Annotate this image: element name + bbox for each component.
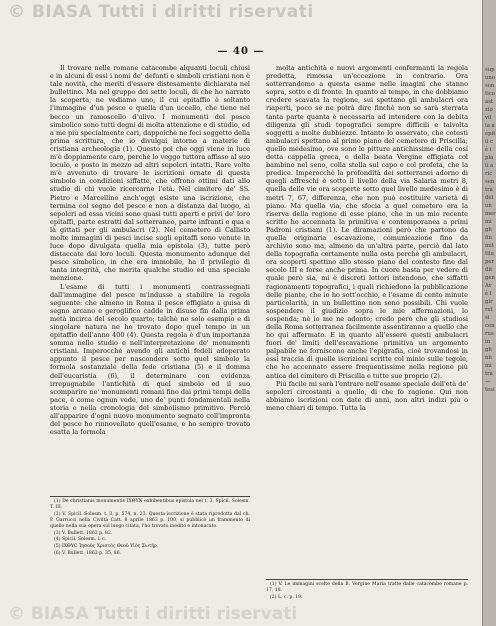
right-footnotes xyxy=(266,579,468,601)
facing-page-fragment: uno xyxy=(485,75,496,81)
facing-page-fragment: mi xyxy=(485,219,492,225)
watermark-top: © BIASA Tutti i diritti riservati xyxy=(8,2,314,22)
left-footnotes xyxy=(50,496,250,557)
facing-page-fragment: ret xyxy=(485,307,493,313)
facing-page-fragment: epit xyxy=(485,131,496,137)
facing-page-fragment: tra xyxy=(485,187,493,193)
left-column xyxy=(50,64,250,556)
facing-page-fragment: ast xyxy=(485,99,494,105)
facing-page-fragment: tico xyxy=(485,91,495,97)
left-paragraph-2: L'esame di tutti i monumenti contrassegnati dall'immagine del pesce m'indusse a stabilire la regola seguente: che almeno in Roma il pesce effigiato a guisa di segno arcano e geroglifico cadde in disuso fin dalla prima metà incirca del secolo quarto; talchè ne solo esempio e di singolare natura ne ho trovato dopo quel tempo in un epitaffio dell'anno 400 (4). Questa regola è d'un importanza somma nello studio e nell'interpretazione de' monumenti cristiani. Imperocchè avendo gli antichi fedeli adoperato appunto il pesce per nascondere sotto quel simbolo la formola sostanziale della fede cristiana (5) e il domma dell'eucaristia (6), il determinare con evidenza irrepugnabile l'antichità di quel simbolo ed il suo scomparire ne' monumenti romani fino dai primi tempi della pace, è come ognun vede, uno de' punti fondamentali nella storia e nella cronologia del simbolismo primitivo. Perciò all'apparire d'ogni nuovo monumento segnato coll'impronta del pesce ho rinnovellato quell'esame, e ho sempre trovato esatta la formola xyxy=(50,282,250,437)
facing-page-fragment: pla xyxy=(485,155,494,161)
facing-page-fragment: gen xyxy=(485,275,495,281)
facing-page-fragment: tra xyxy=(485,371,493,377)
facing-page-fragment: — xyxy=(485,379,491,385)
facing-page-fragment: in xyxy=(485,339,491,345)
facing-page-fragment: il c xyxy=(485,139,494,145)
facing-page-fragment: è i xyxy=(485,147,492,153)
facing-page-fragment: la a xyxy=(485,123,495,129)
facing-page-fragment: zio xyxy=(485,107,493,113)
facing-page-fragment: un xyxy=(485,203,492,209)
facing-page-fragment: nii xyxy=(485,355,492,361)
facing-page-fragment: Av xyxy=(485,283,492,289)
facing-page-fragment: è l xyxy=(485,291,492,297)
facing-page-fragment: ric xyxy=(485,171,493,177)
footnote-right-1: (1) V. Le immagini scelte della B. Vergine Maria tratte dalle catacombe romane p. 17, 18. xyxy=(266,582,468,594)
page-number: — 40 — xyxy=(217,46,265,57)
facing-page-fragment: del xyxy=(485,195,494,201)
facing-page-fragment: si xyxy=(485,315,490,321)
footnote-left-5: (5) ΙΧΘΥC Ἰησοῦς Χριστὸς Θεοῦ Υἱὸς Σωτήρ. xyxy=(54,543,159,549)
facing-page-fragment: dit xyxy=(485,267,493,273)
facing-page-fragment: per xyxy=(485,259,495,265)
footnote-left-1: (1) De christianis monumentis ΙΧΘΥΝ exhibentibus epistola nel t. 3. Spicil. Solesm. T. III. xyxy=(50,499,250,511)
right-paragraph-2: Più facile mi sarà l'entrare nell'esame speciale dell'età de' sepolcri circostanti a quello, di che fo ragione. Qui non abbiamo iscrizioni con date di anni, non altri indizi più o meno chiari di tempo. Tutta la xyxy=(266,379,468,412)
facing-page-edge xyxy=(482,0,496,626)
right-paragraph-1: molta antichità e nuovi argomenti confermanti la regola predetta, rimossa un'eccezione in contrario. Ora sotterrandomo a questa esame nelle imagini che stanno sopra, sotto e di fronte. In quanto al tempo, in che dobbiamo credere scavata la regione, sui spettano gli ambulacri ora riaperti, poco se ne potrà dire finchè non se sarà sterrata tanta parte quanta è necessaria ad intendere con la debita diligenza gli studi topografici sempre difficili e talvolta soggetti a molte dubbiezze. Intanto lo osservato, che cotesti ambulacri spettano al primo piano del cemetero di Priscilla; quello medesimo, ove sono le pitture antichissime della cosí detta cappella greca, e della beata Vergine effigiata col bambino nel seno, colla stella sul capo e col profeta, che la predice. Imperocchè la profondità dei sotterranei adorno di quegli affreschi è sotto il livello della via Salaria metri 8, quella delle vie ora scoperte sotto quel livello medesimo è di metri 7, 67, differenza, che non può costituire varietà di piano. Ma quella via, che sfocia a quel cemetero era la riserva della regione di esse piano, che in un mio recente scritto ho accennata la primitiva e contemporanea a primi Padroni cristiani (1). Le diramazioni però che partono da quella originaria escavazione, comunicazione fino da archivio sono ma, almeno da un'altra parte, perciò dal lato della topografia certamente nulla osta perchè gli ambulacri, ora scoperti spettino allo stesso piano del contesto fine dal secolo III e forse anche prima. In cuore basta per vedere di quale però sia, mi è discreti lettori intendono, che siffatti ragionamenti topografici, i quali richiedono la pubblicazione delle piante, che io ho sott'occhio, e l'esame di cento minute particolarità, in un bullettino non sono possibili. Chi vuole sospendere il giudizio sopra le mie affermazioni, lo sospenda; nè io me ne adonto; credo però che gli studiosi della Roma sotterranea facilmente assentiranno a quello che ho qui affermato. E in quanto all'essere questi ambulacri fuori de' limiti dell'escavazione primitiva un argomento palpabile ne forniscono anche l'epigrafia, cioè trovandosi in essi traccia di quelle iscrizioni scritte col minio sulle tegole, che ho accennato essere frequentissime nella regione più antica del cimitero di Priscilla e tutte sue proprie (2). xyxy=(266,64,468,380)
footnote-right-2: (2) L. c. p. 19. xyxy=(270,594,303,600)
facing-page-fragment: lì a xyxy=(485,163,494,169)
facing-page-fragment: sen xyxy=(485,179,495,185)
facing-page-fragment: sup xyxy=(485,67,495,73)
facing-page-fragment: mi xyxy=(485,363,492,369)
footnote-left-2: (2) V. Spicil. Solesm. t. 3, p. 574, n. 23. Questa iscrizione è stata riprodotta dal ch. P. Garrucci nella Civiltà Catt. 8 aprile 1863 p. 100, si pubblicò un frammento di quello nella sua opera sul luogo citata, l'ho trovato inedito e intonacato. xyxy=(50,511,250,530)
footnote-left-6: (6) V. Bullett. 1863 p. 35, 86. xyxy=(54,550,122,556)
facing-page-fragment: tilu xyxy=(485,251,494,257)
facing-page-fragment: gli xyxy=(485,347,492,353)
facing-page-fragment: mit xyxy=(485,243,494,249)
facing-page-fragments xyxy=(483,0,496,394)
facing-page-fragment: rus xyxy=(485,331,494,337)
footnote-left-4: (4) Spicil. Solesm. l. c. xyxy=(54,537,107,543)
facing-page-fragment: vil xyxy=(485,115,492,121)
left-paragraph-1: Il trovare nelle romane catacombe alquanti loculi chiusi e in alcuni di essi i nomi de' defunti e simboli cristiani non è tale novità, che meriti d'essere distesamente dichiarata nel bullettino. Ma nel gruppo dei sette loculi, di che ho narrato la scoperta, ne vediamo uno, il cui epitaffio è soltanto l'immagine d'un pesce e quella d'un uccello, che tiene nel becco un ramoscello d'ulivo. I monumenti del pesce simbolico sono tutti degni di molta attenzione e di studio, ed a me più specialmente cari, dappoichè ne feci soggetto della prima scrittura, che io divulgai intorno a materie di cristiana archeologia (1). Questo poi che oggi viene in luce m'è doppiamente caro, perchè lo veggo tuttora affisso al suo loculo, e posto in mezzo ad altri sepolcri intatti. Rare volte m'è avvenuto di trovare le iscrizioni ornate di questa simbolo in condizioni siffatte, che offrono ottimi dati allo studio di chi vuole ricercarne l'età. Nel cimitero de' SS. Pietro e Marcellino anch'oggi esiste una iscrizione, che termina col segno del pesce e non a distanza dal luogo, ai sepolcri ad essa vicini sono quasi tutti aperti e privi de' loro epitaffi, parte estratti dal sotterraneo, parte infranti e qua e là gittati per gli ambulacri (2). Nel cemetero di Callisto molte immagini di pesci incise sugli epitaffi sono venute in luce dopo divulgata quella mia epistola (3), tutte però distaccate dai loro loculi. Questa monumento adunque del pesce simbolico, in che era immobile, ha il privilegio di tanta integrità, che merita qualche studio ed una speciale menzione. xyxy=(50,64,250,283)
facing-page-fragment: tesi xyxy=(485,387,495,393)
facing-page-fragment: gir xyxy=(485,299,493,305)
right-column xyxy=(266,64,468,600)
facing-page-fragment: fiu xyxy=(485,235,492,241)
footnote-left-3: (3) V. Bullett. 1863 p. 82. xyxy=(54,530,113,536)
facing-page-fragment: mer xyxy=(485,211,496,217)
facing-page-fragment: cen xyxy=(485,323,495,329)
facing-page-fragment: son xyxy=(485,83,495,89)
facing-page-fragment: gli xyxy=(485,227,492,233)
watermark-bottom: © BIASA Tutti i diritti riservati xyxy=(8,604,298,624)
